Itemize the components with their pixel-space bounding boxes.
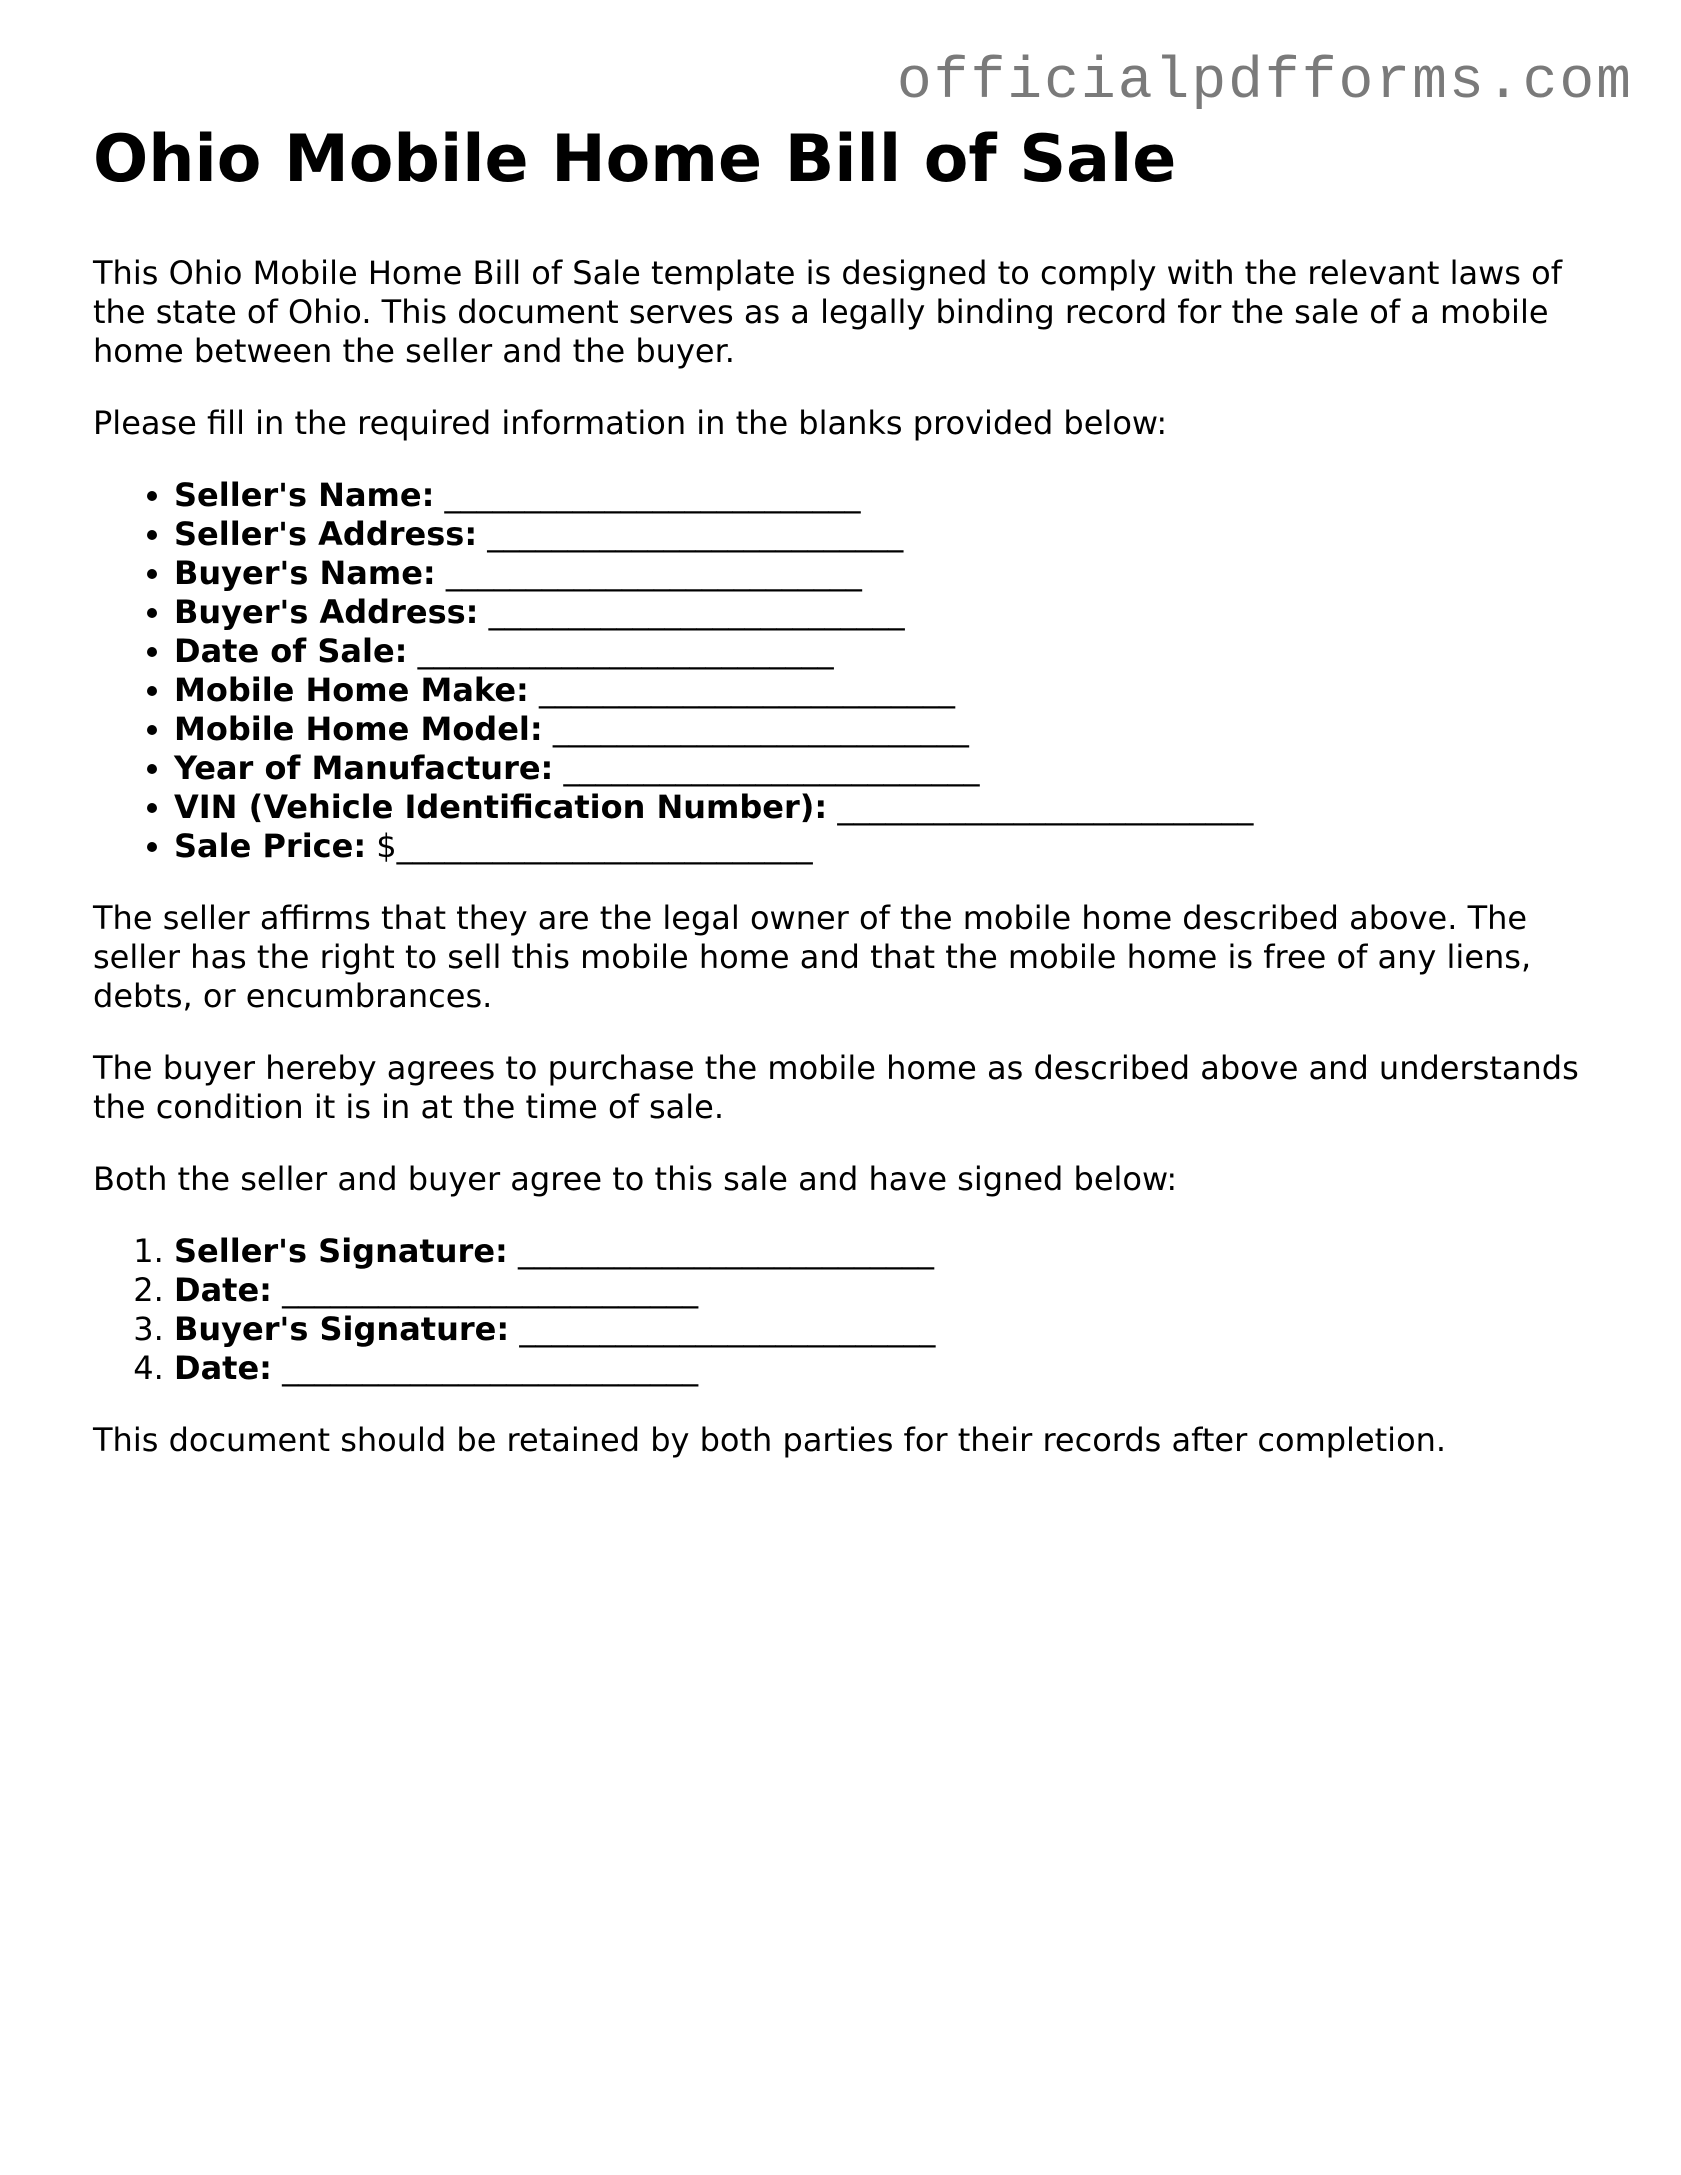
field-date-of-sale (174, 632, 1593, 671)
signature-buyer (174, 1310, 1593, 1349)
signature-seller (174, 1232, 1593, 1271)
field-blank[interactable]: __________________________ (827, 788, 1254, 826)
field-blank[interactable]: __________________________ (478, 593, 905, 631)
field-label: Seller's Address: (174, 515, 478, 553)
retention-note: This document should be retained by both parties for their records after completion. (93, 1421, 1447, 1459)
field-blank[interactable]: __________________________ (434, 476, 861, 514)
field-sale-price (174, 827, 1593, 866)
signature-blank[interactable]: __________________________ (271, 1349, 699, 1387)
buyer-agreement: The buyer hereby agrees to purchase the mobile home as described above and understands the condition it is in at the time of sale. (93, 1049, 1579, 1126)
signature-label: Date: (174, 1349, 272, 1387)
field-vin (174, 788, 1593, 827)
field-blank[interactable]: __________________________ (553, 749, 980, 787)
field-buyers-address (174, 593, 1593, 632)
signature-list (93, 1232, 1593, 1388)
field-blank[interactable]: __________________________ (435, 554, 862, 592)
seller-affirmation: The seller affirms that they are the legal owner of the mobile home described above. The seller has the right to sell this mobile home and that the mobile home is free of any liens, debts, or encumbrances. (93, 899, 1532, 1015)
fill-instruction: Please fill in the required information in the blanks provided below: (93, 404, 1168, 442)
signature-label: Date: (174, 1271, 272, 1309)
signature-label: Buyer's Signature: (174, 1310, 510, 1348)
intro-paragraph: This Ohio Mobile Home Bill of Sale template is designed to comply with the relevant laws of the state of Ohio. This document serves as a legally binding record for the sale of a mobile home between the seller and the buyer. (93, 254, 1562, 370)
field-label: Year of Manufacture: (174, 749, 554, 787)
document-title: Ohio Mobile Home Bill of Sale (93, 122, 1177, 197)
field-label: Buyer's Name: (174, 554, 436, 592)
signature-buyer-date (174, 1349, 1593, 1388)
field-label: Seller's Name: (174, 476, 435, 514)
field-label: Sale Price: (174, 827, 367, 865)
document-body (93, 118, 1593, 1460)
signing-instruction: Both the seller and buyer agree to this sale and have signed below: (93, 1160, 1178, 1198)
sale-details-list (93, 476, 1593, 866)
field-buyers-name (174, 554, 1593, 593)
field-label: Mobile Home Model: (174, 710, 543, 748)
field-blank[interactable]: $__________________________ (366, 827, 813, 865)
field-year-of-manufacture (174, 749, 1593, 788)
signature-label: Seller's Signature: (174, 1232, 508, 1270)
field-mobile-home-make (174, 671, 1593, 710)
signature-blank[interactable]: __________________________ (509, 1310, 936, 1348)
field-sellers-address (174, 515, 1593, 554)
field-label: Mobile Home Make: (174, 671, 529, 709)
field-blank[interactable]: __________________________ (528, 671, 955, 709)
field-sellers-name (174, 476, 1593, 515)
field-label: Buyer's Address: (174, 593, 479, 631)
field-blank[interactable]: __________________________ (407, 632, 834, 670)
field-label: Date of Sale: (174, 632, 408, 670)
watermark: officialpdfforms.com (896, 50, 1633, 115)
field-label: VIN (Vehicle Identification Number): (174, 788, 828, 826)
signature-blank[interactable]: __________________________ (507, 1232, 934, 1270)
field-blank[interactable]: __________________________ (542, 710, 969, 748)
signature-blank[interactable]: __________________________ (271, 1271, 699, 1309)
signature-seller-date (174, 1271, 1593, 1310)
field-mobile-home-model (174, 710, 1593, 749)
field-blank[interactable]: __________________________ (477, 515, 904, 553)
